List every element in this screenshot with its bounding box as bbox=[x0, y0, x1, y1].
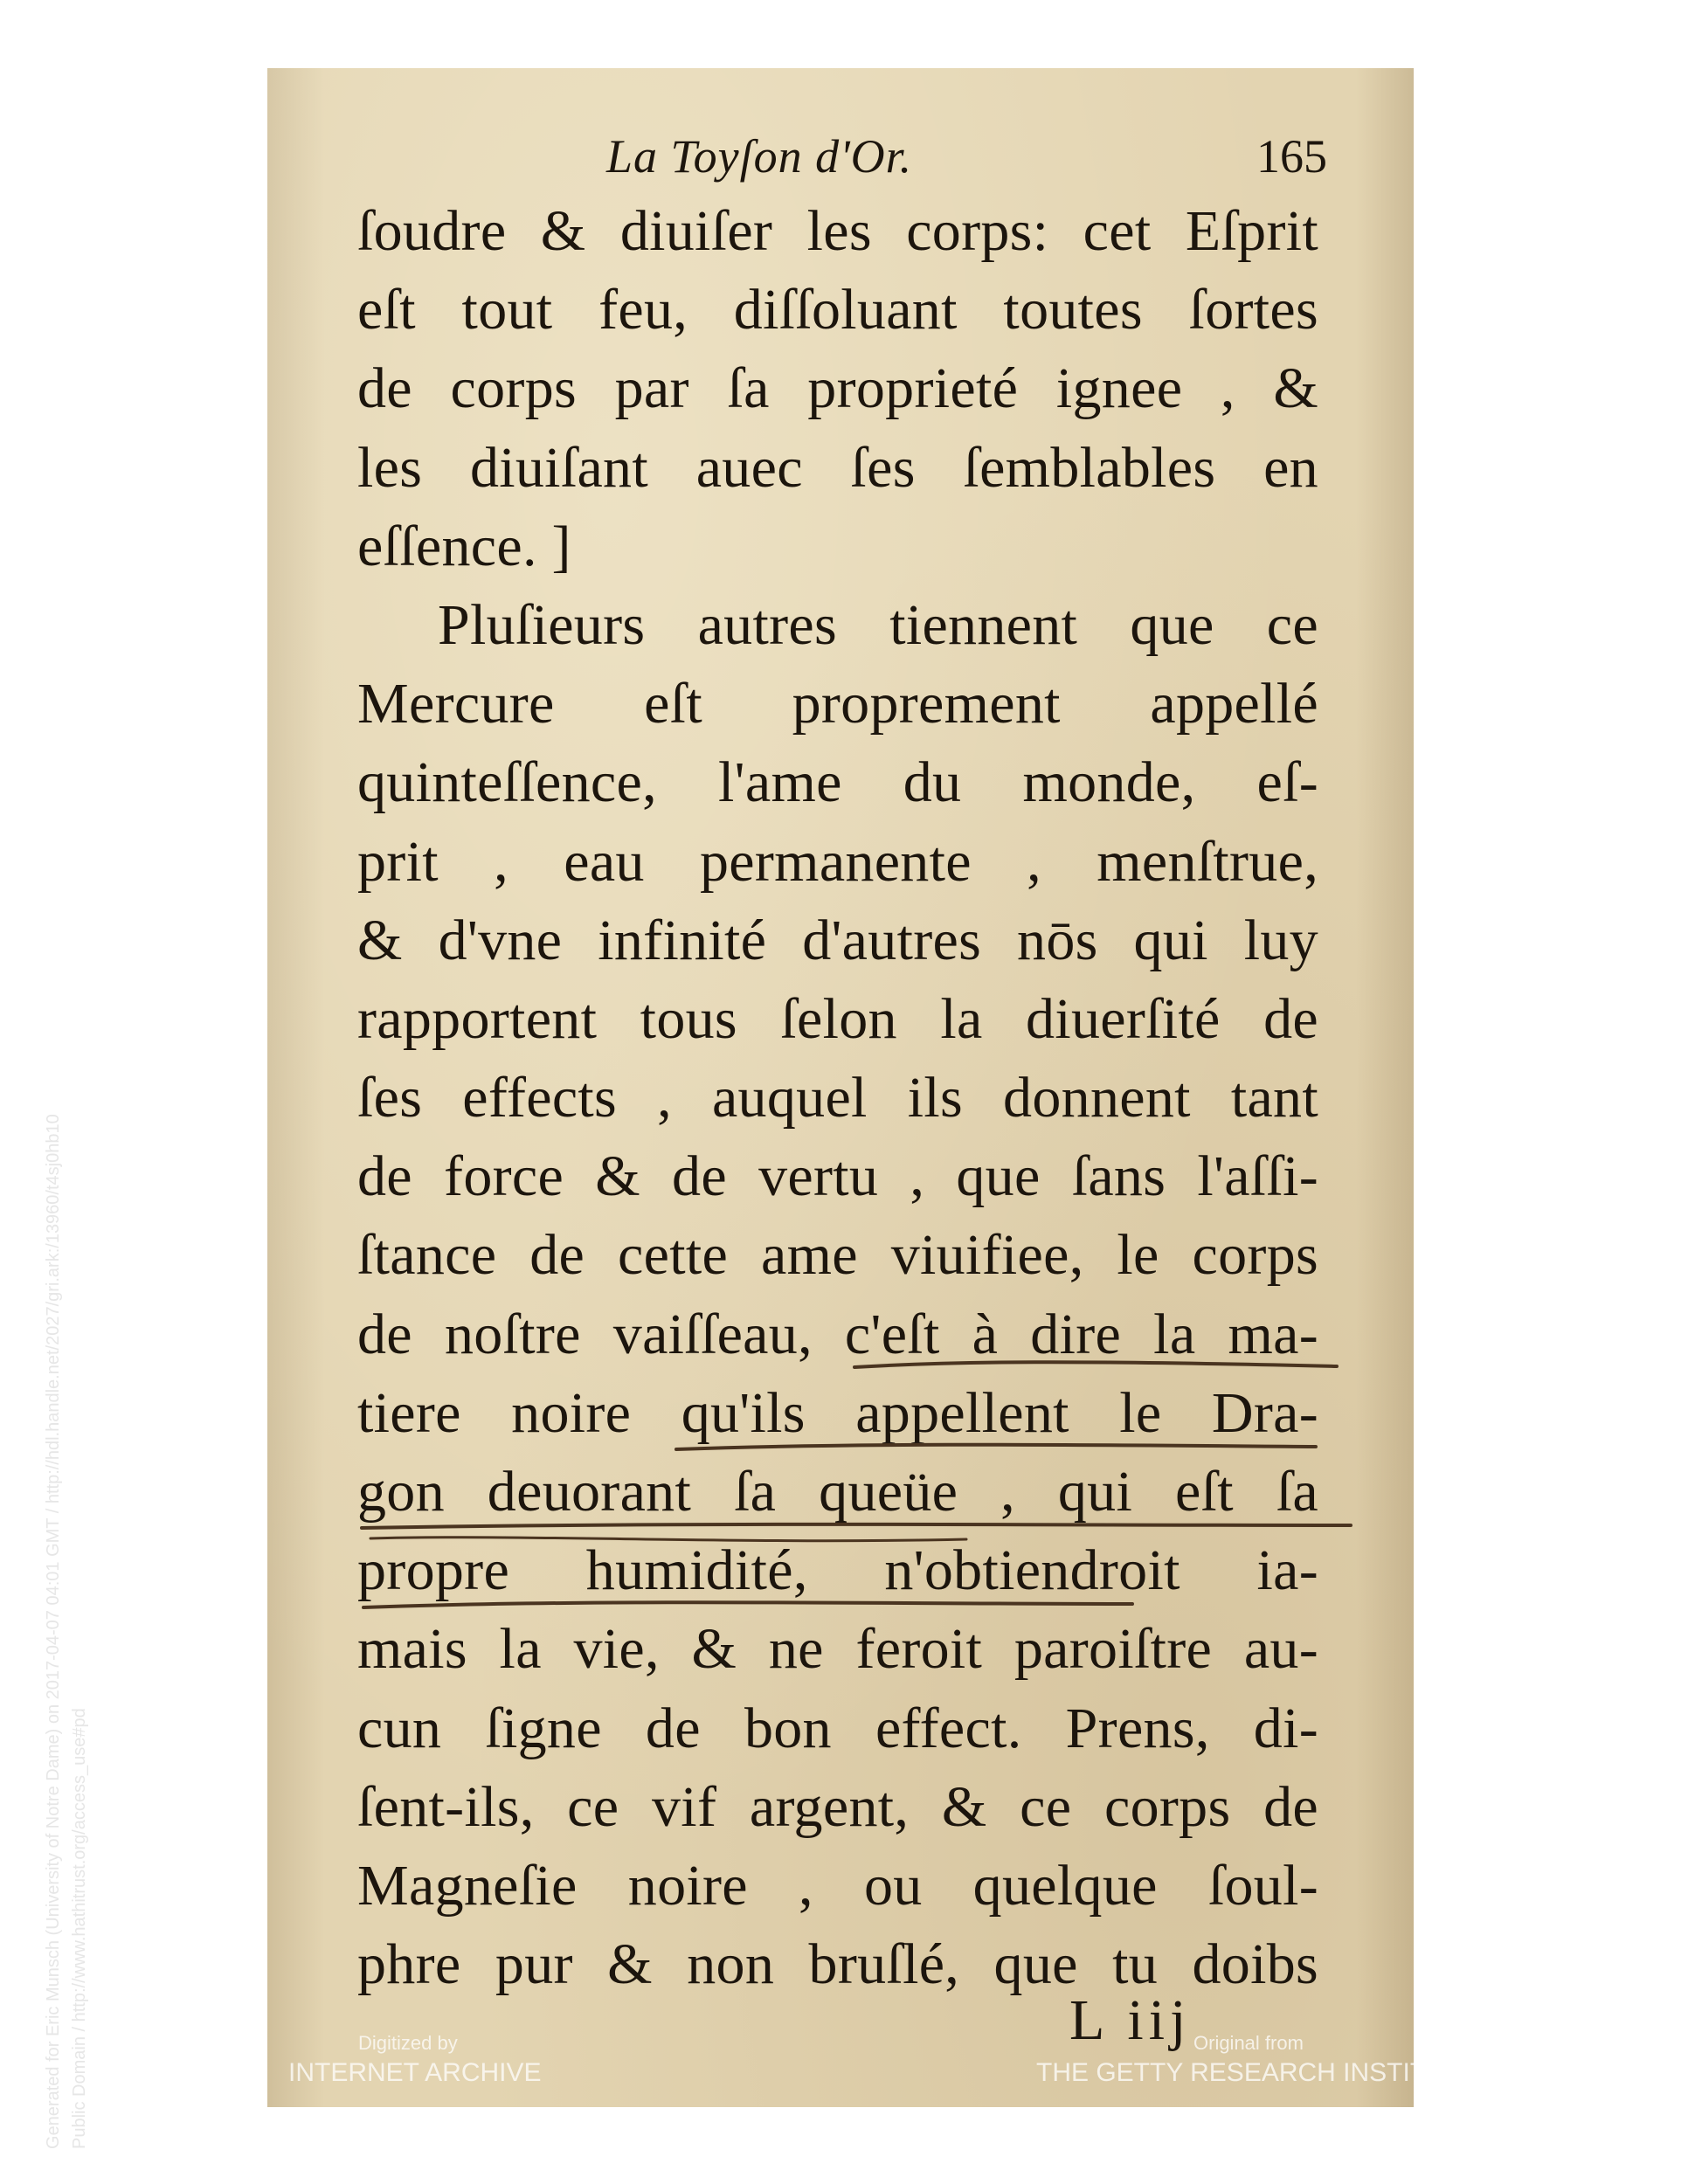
internet-archive-label: INTERNET ARCHIVE bbox=[288, 2058, 542, 2087]
text-line: de noſtre vaiſſeau, c'eſt à dire la ma- bbox=[357, 1302, 1318, 1366]
stamp-line: Generated for Eric Munsch (University of Notre Dame) on 2017-04-07 04:01 GMT / http://hdl.handle.net/2027/gri.ark:/13960/t4sj0hb10 bbox=[44, 1114, 63, 2149]
stamp-line: Public Domain / http://www.hathitrust.org/access_use#pd bbox=[70, 1708, 89, 2149]
getty-institute-label: THE GETTY RESEARCH INSTITUTE bbox=[1036, 2058, 1479, 2087]
text-line: quinteſſence, l'ame du monde, eſ- bbox=[357, 750, 1318, 815]
signature-mark: L iij bbox=[1069, 1988, 1192, 2052]
text-line: les diuiſant auec ſes ſemblables en bbox=[357, 435, 1318, 500]
running-title: La Toyſon d'Or. bbox=[606, 130, 913, 183]
text-line: ſes effects , auquel ils donnent tant bbox=[357, 1066, 1318, 1130]
text-line: Mercure eſt proprement appellé bbox=[357, 672, 1318, 736]
hathitrust-margin-stamp bbox=[40, 786, 93, 2149]
text-line: prit , eau permanente , menſtrue, bbox=[357, 829, 1318, 894]
body-text bbox=[357, 192, 1318, 2004]
text-line: propre humidité, n'obtiendroit ia- bbox=[357, 1538, 1318, 1603]
digitized-by-label: Digitized by bbox=[358, 2032, 458, 2054]
text-line: & d'vne infinité d'autres nōs qui luy bbox=[357, 908, 1318, 972]
text-line: ſoudre & diuiſer les corps: cet Eſprit bbox=[357, 199, 1318, 263]
text-line: cun ſigne de bon effect. Prens, di- bbox=[357, 1696, 1318, 1760]
text-line: Pluſieurs autres tiennent que ce bbox=[438, 592, 1318, 657]
text-line: Magneſie noire , ou quelque ſoul- bbox=[357, 1853, 1318, 1918]
text-line: de corps par ſa proprieté ignee , & bbox=[357, 356, 1318, 421]
text-line: mais la vie, & ne feroit paroiſtre au- bbox=[357, 1617, 1318, 1682]
text-line: eſſence. ] bbox=[357, 514, 571, 578]
text-line: de force & de vertu , que ſans l'aſſi- bbox=[357, 1144, 1318, 1209]
text-line: phre pur & non bruſlé, que tu doibs bbox=[357, 1932, 1318, 1997]
text-line: rapportent tous ſelon la diuerſité de bbox=[357, 986, 1318, 1051]
original-from-label: Original from bbox=[1193, 2032, 1304, 2054]
text-line: gon deuorant ſa queüe , qui eſt ſa bbox=[357, 1460, 1318, 1524]
text-line: ſtance de cette ame viuifiee, le corps bbox=[357, 1223, 1318, 1288]
running-head bbox=[267, 129, 1414, 190]
text-line: ſent-ils, ce vif argent, & ce corps de bbox=[357, 1774, 1318, 1839]
text-line: eſt tout feu, diſſoluant toutes ſortes bbox=[357, 278, 1318, 342]
page-number: 165 bbox=[1256, 130, 1327, 183]
page-scan bbox=[267, 68, 1414, 2107]
text-line: tiere noire qu'ils appellent le Dra- bbox=[357, 1380, 1318, 1445]
